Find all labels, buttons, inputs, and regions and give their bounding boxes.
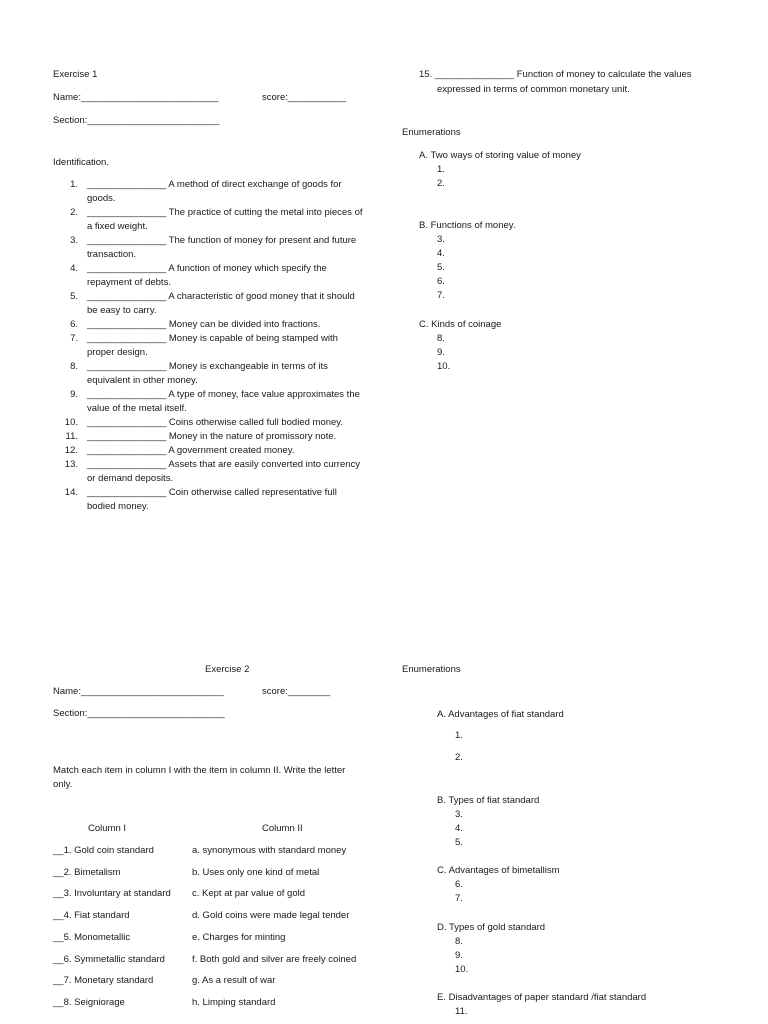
enum-number: 1. (437, 164, 445, 175)
column-1-item: __2. Bimetalism (53, 867, 121, 878)
enum-number: 3. (437, 234, 445, 245)
exercise1-title: Exercise 1 (53, 69, 98, 80)
column-2-item: b. Uses only one kind of metal (192, 867, 320, 878)
column-1-item: __4. Fiat standard (53, 910, 130, 921)
ex1-name-field[interactable]: Name:__________________________ (53, 92, 219, 103)
ex1-enum-b: B. Functions of money. (419, 220, 516, 231)
enum-number: 8. (437, 333, 445, 344)
ex1-item-15-cont: expressed in terms of common monetary unit. (437, 84, 630, 95)
column-1-item: __8. Seigniorage (53, 997, 125, 1008)
enum-number: 3. (455, 809, 463, 820)
column-2-item: d. Gold coins were made legal tender (192, 910, 350, 921)
exercise2-title: Exercise 2 (205, 664, 250, 675)
enum-number: 6. (455, 879, 463, 890)
ex2-enum-e: E. Disadvantages of paper standard /fiat standard (437, 992, 647, 1003)
list-item: 9. _______________ A type of money, face value approximates the value of the metal itself. (70, 389, 360, 414)
ex2-name-field[interactable]: Name:___________________________ (53, 686, 224, 697)
enum-number: 7. (437, 290, 445, 301)
list-item: 14. _______________ Coin otherwise called representative full bodied money. (64, 487, 337, 512)
ex2-enum-a: A. Advantages of fiat standard (437, 709, 564, 720)
ex2-enum-d: D. Types of gold standard (437, 922, 546, 933)
column-1-item: __1. Gold coin standard (53, 845, 154, 856)
column-2-item: g. As a result of war (192, 975, 276, 986)
enum-number: 2. (455, 752, 463, 763)
column-2-item: h. Limping standard (192, 997, 276, 1008)
list-item: 6. _______________ Money can be divided into fractions. (70, 319, 321, 330)
list-item: 8. _______________ Money is exchangeable in terms of its equivalent in other money. (70, 361, 328, 386)
column-2-item: f. Both gold and silver are freely coined (192, 954, 357, 965)
identification-list (52, 178, 365, 514)
ex2-enum-c: C. Advantages of bimetallism (437, 865, 560, 876)
enum-number: 9. (455, 950, 463, 961)
enum-number: 1. (455, 730, 463, 741)
enum-number: 4. (437, 248, 445, 259)
list-item: 3. _______________ The function of money for present and future transaction. (70, 235, 357, 260)
enum-number: 5. (437, 262, 445, 273)
list-item: 5. _______________ A characteristic of good money that it should be easy to carry. (70, 291, 355, 316)
ex2-enumerations-heading: Enumerations (402, 664, 461, 675)
ex1-enum-a: A. Two ways of storing value of money (419, 150, 581, 161)
list-item: 2. _______________ The practice of cutting the metal into pieces of a fixed weight. (70, 207, 363, 232)
column-2-item: e. Charges for minting (192, 932, 286, 943)
enum-number: 2. (437, 178, 445, 189)
ex2-section-field[interactable]: Section:__________________________ (53, 708, 225, 719)
ex1-score-field[interactable]: score:___________ (262, 92, 346, 103)
enum-number: 10. (455, 964, 469, 975)
ex2-score-field[interactable]: score:________ (262, 686, 331, 697)
column-2-header: Column II (262, 823, 303, 834)
column-1-header: Column I (88, 823, 127, 834)
ex1-enumerations-heading: Enumerations (402, 127, 461, 138)
ex2-enum-b: B. Types of fiat standard (437, 795, 540, 806)
list-item: 7. _______________ Money is capable of being stamped with proper design. (70, 333, 338, 358)
column-1-item: __3. Involuntary at standard (53, 888, 171, 899)
column-1-item: __7. Monetary standard (53, 975, 154, 986)
list-item: 12. _______________ A government created money. (64, 445, 295, 456)
enum-number: 8. (455, 936, 463, 947)
list-item: 11. _______________ Money in the nature of promissory note. (65, 431, 337, 442)
column-2-item: a. synonymous with standard money (192, 845, 347, 856)
identification-heading: Identification. (53, 157, 109, 168)
list-item: 4. _______________ A function of money which specify the repayment of debts. (70, 263, 327, 288)
enum-number: 4. (455, 823, 463, 834)
list-item: 13. _______________ Assets that are easily converted into currency or demand deposits. (64, 459, 361, 484)
column-1-item: __5. Monometallic (53, 932, 131, 943)
ex1-enum-c: C. Kinds of coinage (419, 319, 502, 330)
enum-number: 11. (455, 1006, 468, 1017)
list-item: 10. _______________ Coins otherwise called full bodied money. (64, 417, 343, 428)
column-2-item: c. Kept at par value of gold (192, 888, 306, 899)
matching-instruction: Match each item in column I with the item in column II. Write the letter only. (53, 765, 346, 790)
enum-number: 7. (455, 893, 463, 904)
list-item: 1. _______________ A method of direct exchange of goods for goods. (70, 179, 342, 204)
enum-number: 6. (437, 276, 445, 287)
ex1-item-15: 15. _______________ Function of money to calculate the values (419, 69, 692, 80)
ex1-section-field[interactable]: Section:_________________________ (53, 115, 220, 126)
enum-number: 9. (437, 347, 445, 358)
enum-number: 10. (437, 361, 451, 372)
column-1-item: __6. Symmetallic standard (53, 954, 165, 965)
enum-number: 5. (455, 837, 463, 848)
